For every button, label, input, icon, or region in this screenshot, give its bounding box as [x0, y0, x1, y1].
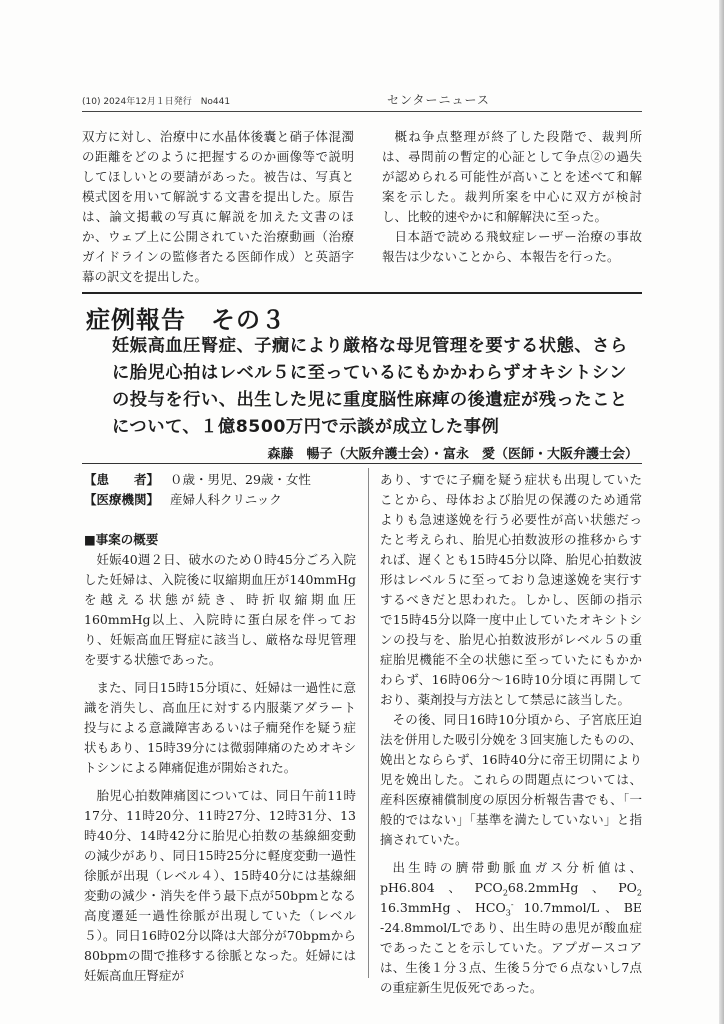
- previous-article-paragraph: 双方に対し、治療中に水晶体後囊と硝子体混濁の距離をどのように把握するのか画像等で説明してほしいとの要請があった。被告は、写真と模式図を用いて解説する文書を提出した。原告は、論文掲載の写真に解説を加えた文書のほか、ウェブ上に公開されていた治療動画（治療ガイドラインの監修者たる医師作成）と英語字幕の訳文を提出した。: [82, 129, 354, 284]
- hco3-superscript: -: [510, 899, 514, 909]
- patient-value: ０歳・男児、29歳・女性: [169, 472, 311, 487]
- case-paragraph: あり、すでに子癇を疑う症状も出現していたことから、母体および胎児の保護のため通常よりも急速遂娩を行う必要性が高い状態だったと考えられ、胎児心拍数波形の推移からすれば、遅くとも15時45分以降、胎児心拍数波形はレベル５に至っており急速遂娩を実行すするべきだと思われた。しかし、医師の指示で15時45分以降一度中止していたオキシトシンの投与を、胎児心拍数波形がレベル５の重症胎児機能不全の状態に至っていたにもかかわらず、16時06分～16時10分頃に再開しており、薬剤投与方法として禁忌に該当した。: [380, 472, 642, 707]
- institution-row: [84, 490, 364, 510]
- patient-row: [84, 470, 364, 490]
- pco2-value: 68.2mmHg、PO: [507, 880, 637, 895]
- patient-label: 【患 者】: [84, 472, 160, 487]
- case-body-left-column: [84, 530, 356, 986]
- page-header: [82, 91, 642, 109]
- institution-value: 産婦人科クリニック: [169, 492, 282, 507]
- case-info-block: [84, 470, 364, 510]
- case-paragraph: 妊娠40週２日、破水のため０時45分ごろ入院した妊婦は、入院後に収縮期血圧が140mmHgを越える状態が続き、時折収縮期血圧160mmHg以上、入院時に蛋白尿を伴っており、妊娠高血圧腎症に該当し、厳格な母児管理を要する状態であった。: [84, 552, 356, 667]
- previous-article-left-column: [82, 127, 354, 287]
- blood-gas-intro: 出生時の臍帯動脈血ガス分析値は、pH6.804、PCO: [380, 860, 642, 895]
- case-paragraph: その後、同日16時10分頃から、子宮底圧迫法を併用した吸引分娩を３回実施したものの、娩出となららず、16時40分に帝王切開により児を娩出した。これらの問題点については、産科医療補償制度の原因分析報告書でも、「一般的ではない」「基準を満たしていない」と指摘されていた。: [380, 712, 643, 847]
- previous-article-paragraph: 概ね争点整理が終了した段階で、裁判所は、尋問前の暫定的心証として争点②の過失が認められる可能性が高いことを述べて和解案を示した。裁判所案を中心に双方が検討し、比較的速やかに和解解決に至った。: [382, 129, 642, 224]
- po2-subscript: 2: [636, 888, 642, 898]
- case-report-authors: 森藤 暢子（大阪弁護士会）・富永 愛（医師・大阪弁護士会）: [267, 447, 638, 462]
- hco3-subscript: 3: [505, 908, 511, 918]
- section-heading: ■事案の概要: [84, 532, 159, 547]
- previous-article-paragraph: 日本語で読める飛蚊症レーザー治療の事故報告は少ないことから、本報告を行った。: [382, 229, 642, 264]
- po2-value: 16.3mmHg、HCO: [380, 900, 506, 915]
- case-paragraph: 胎児心拍数陣痛図については、同日午前11時17分、11時20分、11時27分、12時31分、13時40分、14時42分に胎児心拍数の基線細変動の減少があり、同日15時25分に軽度変動一過性徐脈が出現（レベル４）、15時40分には基線細変動の減少・消失を伴う最下点が50bpmとなる高度遷延一過性徐脈が出現していた（レベル５）。同日16時02分以降は大部分が70bpmから80bpmの間で推移する徐脈となった。妊婦には妊娠高血圧腎症が: [84, 788, 356, 983]
- pco2-subscript: 2: [502, 888, 508, 898]
- previous-article-right-column: [382, 127, 642, 267]
- case-body-right-column: [380, 470, 642, 998]
- publication-name: センターニュース: [387, 93, 490, 107]
- case-report-subtitle: 妊娠高血圧腎症、子癇により厳格な母児管理を要する状態、さらに胎児心拍はレベル５に至っているにもかかわらずオキシトシンの投与を行い、出生した児に重度脳性麻痺の後遺症が残ったことについて、１億8500万円で示談が成立した事例: [112, 336, 628, 437]
- issue-info: (10) 2024年12月１日発行 No441: [82, 97, 231, 107]
- scan-edge-shadow: [719, 0, 724, 1024]
- case-report-title: 症例報告 その３: [86, 306, 286, 334]
- blood-gas-paragraph: [380, 858, 642, 998]
- blood-gas-rest: 10.7mmol/L、BE -24.8mmol/Lであり、出生時の患児が酸血症であったことを示していた。アプガースコアは、生後１分３点、生後５分で６点ないし7点の重症新生児仮死であった。: [380, 900, 643, 995]
- case-paragraph: また、同日15時15分頃に、妊婦は一過性に意識を消失し、高血圧に対する内服薬アダラート投与による意識障害あるいは子癇発作を疑う症状もあり、15時39分には微弱陣痛のためオキシトシンによる陣痛促進が開始された。: [84, 680, 356, 775]
- column-divider: [368, 468, 369, 978]
- section-divider: [82, 292, 642, 294]
- authors-divider: [82, 463, 642, 464]
- header-rule: [82, 111, 642, 112]
- institution-label: 【医療機関】: [84, 492, 160, 507]
